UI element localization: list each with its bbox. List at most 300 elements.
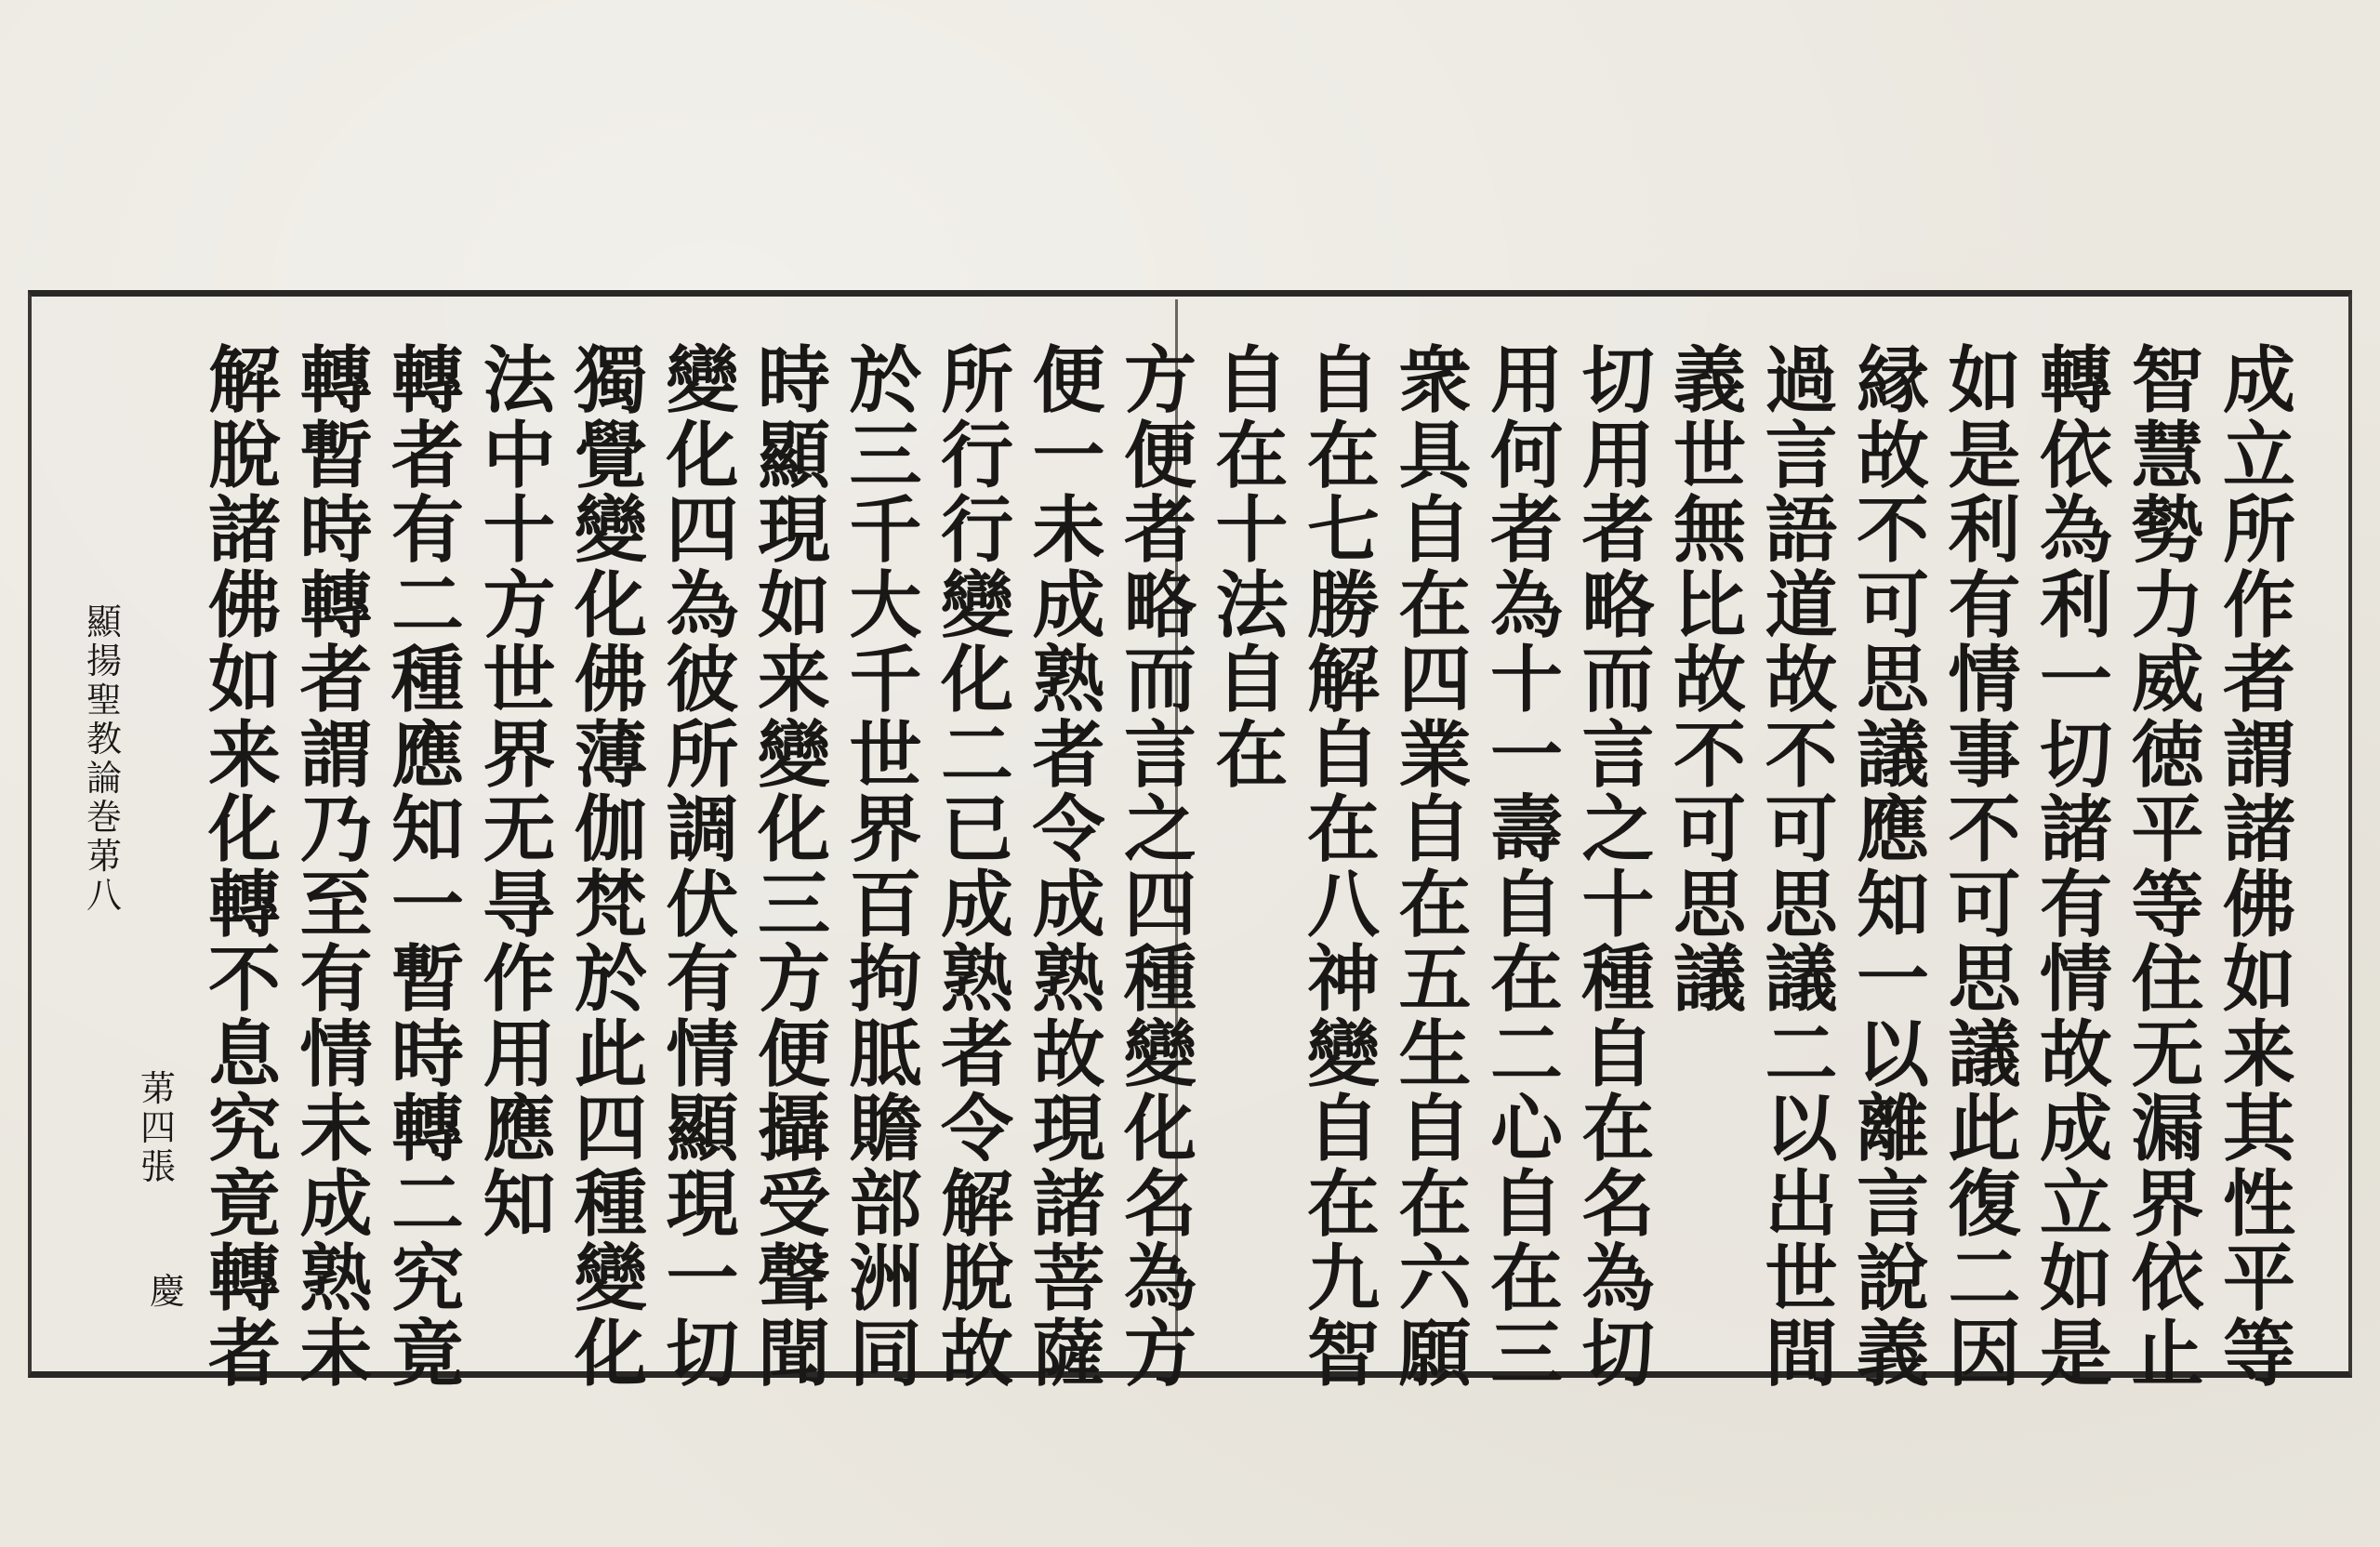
glyph: 聲 [757,1236,830,1321]
glyph: 而 [1581,638,1655,722]
glyph: 離 [1856,1087,1929,1171]
glyph: 在 [1215,413,1289,498]
text-column [2123,338,2213,1396]
glyph: 十 [483,488,556,573]
glyph: 十 [1215,488,1289,573]
glyph: 情 [1948,638,2021,722]
glyph: 在 [1581,1087,1655,1171]
glyph: 應 [483,1087,556,1171]
glyph: 之 [1123,787,1197,872]
glyph: 時 [390,1012,464,1097]
glyph: 方 [1123,1311,1197,1396]
glyph: 義 [1673,338,1746,423]
glyph: 至 [299,862,373,947]
glyph: 覺 [574,413,647,498]
glyph: 苐 [139,1068,176,1109]
glyph: 不 [207,937,281,1022]
page-number [136,1069,180,1186]
glyph: 徳 [2131,712,2204,798]
glyph: 故 [1032,1012,1105,1097]
text-column [1482,338,1571,1396]
glyph: 在 [1306,413,1380,498]
glyph: 復 [1948,1161,2021,1247]
glyph: 為 [1581,1236,1655,1321]
glyph: 八 [1306,862,1380,947]
glyph: 自 [1398,1087,1472,1171]
glyph: 聞 [757,1311,830,1396]
glyph: 无 [2131,1012,2204,1097]
glyph: 智 [1306,1311,1380,1396]
glyph: 情 [2039,937,2112,1022]
glyph: 言 [1765,413,1838,498]
glyph: 在 [1398,862,1472,947]
glyph: 自 [1581,1012,1655,1097]
glyph: 如 [757,562,830,648]
glyph: 現 [1032,1087,1105,1171]
glyph: 未 [299,1311,373,1396]
glyph: 化 [574,562,647,648]
text-column [200,338,289,1396]
glyph: 可 [1673,787,1746,872]
text-column [566,338,655,1396]
glyph: 方 [757,937,830,1022]
glyph: 究 [207,1087,281,1171]
glyph: 拘 [849,937,922,1022]
glyph: 切 [2039,712,2112,798]
glyph: 轉 [390,1087,464,1171]
glyph: 止 [2131,1311,2204,1396]
glyph: 壽 [1489,787,1563,872]
glyph: 變 [666,338,739,423]
text-column [383,338,472,1396]
glyph: 略 [1123,562,1197,648]
glyph: 為 [666,562,739,648]
glyph: 在 [1489,1236,1563,1321]
glyph: 議 [1948,1012,2021,1097]
glyph: 二 [940,712,1013,798]
glyph: 同 [849,1311,922,1396]
glyph: 一 [390,862,464,947]
glyph: 成 [940,862,1013,947]
glyph: 化 [666,413,739,498]
glyph: 於 [574,937,647,1022]
glyph: 无 [483,787,556,872]
glyph: 来 [757,638,830,722]
glyph: 竟 [207,1161,281,1247]
glyph: 熟 [299,1236,373,1321]
glyph: 成 [1032,862,1105,947]
glyph: 獨 [574,338,647,423]
glyph: 自 [1306,712,1380,798]
glyph: 乃 [299,787,373,872]
glyph: 謂 [2222,712,2295,798]
glyph: 令 [1032,787,1105,872]
glyph: 諸 [207,488,281,573]
glyph: 義 [1856,1311,1929,1396]
glyph: 六 [1398,1236,1472,1321]
glyph: 化 [207,787,281,872]
glyph: 利 [1948,488,2021,573]
glyph: 化 [574,1311,647,1396]
glyph: 依 [2131,1236,2204,1321]
glyph: 十 [1581,862,1655,947]
text-column [1116,338,1205,1396]
glyph: 切 [666,1311,739,1396]
glyph: 自 [1398,787,1472,872]
glyph: 自 [1398,488,1472,573]
glyph: 熟 [1032,638,1105,722]
glyph: 現 [666,1161,739,1247]
glyph: 顯 [757,413,830,498]
glyph: 此 [1948,1087,2021,1171]
glyph: 於 [849,338,922,423]
glyph: 者 [1032,712,1105,798]
text-column [1025,338,1114,1396]
glyph: 諸 [1032,1161,1105,1247]
glyph: 顯 [86,602,122,642]
glyph: 顯 [666,1087,739,1171]
text-column [1574,338,1663,1396]
glyph: 来 [207,712,281,798]
glyph: 轉 [207,1236,281,1321]
glyph: 自 [1306,338,1380,423]
glyph: 事 [1948,712,2021,798]
glyph: 佛 [2222,862,2295,947]
glyph: 所 [666,712,739,798]
glyph: 大 [849,562,922,648]
glyph: 千 [849,638,922,722]
glyph: 是 [2039,1311,2112,1396]
glyph: 情 [666,1012,739,1097]
glyph: 時 [299,488,373,573]
glyph: 故 [1673,638,1746,722]
glyph: 議 [1673,937,1746,1022]
glyph: 變 [940,562,1013,648]
glyph: 者 [940,1012,1013,1097]
glyph: 種 [1581,937,1655,1022]
glyph: 所 [2222,488,2295,573]
glyph: 四 [574,1087,647,1171]
glyph: 可 [1948,862,2021,947]
glyph: 業 [1398,712,1472,798]
glyph: 有 [299,937,373,1022]
glyph: 所 [940,338,1013,423]
glyph: 神 [1306,937,1380,1022]
glyph: 以 [1765,1087,1838,1171]
glyph: 變 [1306,1012,1380,1097]
text-column [2215,338,2304,1396]
glyph: 不 [1765,712,1838,798]
glyph: 解 [940,1161,1013,1247]
glyph: 四 [139,1107,176,1148]
glyph: 而 [1123,638,1197,722]
glyph: 世 [483,638,556,722]
text-column [1299,338,1388,1396]
glyph: 攝 [757,1087,830,1171]
glyph: 法 [483,338,556,423]
glyph: 現 [757,488,830,573]
glyph: 二 [1948,1236,2021,1321]
glyph: 三 [1489,1311,1563,1396]
glyph: 者 [2222,638,2295,722]
glyph: 道 [1765,562,1838,648]
glyph: 用 [1581,413,1655,498]
glyph: 暫 [299,413,373,498]
glyph: 九 [1306,1236,1380,1321]
glyph: 用 [1489,338,1563,423]
glyph: 生 [1398,1012,1472,1097]
glyph: 之 [1581,787,1655,872]
text-column [658,338,747,1396]
glyph: 三 [849,413,922,498]
glyph: 切 [1581,338,1655,423]
glyph: 慧 [2131,413,2204,498]
glyph: 界 [483,712,556,798]
glyph: 在 [1398,1161,1472,1247]
glyph: 過 [1765,338,1838,423]
glyph: 受 [757,1161,830,1247]
glyph: 不 [1948,787,2021,872]
glyph: 界 [2131,1161,2204,1247]
glyph: 行 [940,413,1013,498]
glyph: 力 [2131,562,2204,648]
glyph: 解 [207,338,281,423]
glyph: 四 [1398,638,1472,722]
glyph: 一 [1032,413,1105,498]
glyph: 願 [1398,1311,1472,1396]
glyph: 應 [390,712,464,798]
glyph: 變 [1123,1012,1197,1097]
glyph: 聖 [86,680,122,721]
glyph: 竟 [390,1311,464,1396]
glyph: 在 [1306,787,1380,872]
glyph: 巻 [86,797,122,838]
glyph: 世 [849,712,922,798]
glyph: 七 [1306,488,1380,573]
glyph: 者 [390,413,464,498]
glyph: 論 [86,758,122,799]
glyph: 如 [207,638,281,722]
glyph: 作 [483,937,556,1022]
glyph: 在 [1306,1161,1380,1247]
glyph: 二 [390,562,464,648]
glyph: 因 [1948,1311,2021,1396]
glyph: 智 [2131,338,2204,423]
glyph: 在 [1215,712,1289,798]
glyph: 思 [1856,638,1929,722]
glyph: 為 [1123,1236,1197,1321]
text-column [1208,338,1297,798]
glyph: 彼 [666,638,739,722]
glyph: 轉 [299,562,373,648]
glyph: 未 [1032,488,1105,573]
glyph: 化 [940,638,1013,722]
glyph: 解 [1306,638,1380,722]
text-column [749,338,839,1396]
glyph: 可 [1856,562,1929,648]
glyph: 如 [1948,338,2021,423]
glyph: 謂 [299,712,373,798]
glyph: 世 [1765,1236,1838,1321]
glyph: 佛 [207,562,281,648]
glyph: 住 [2131,937,2204,1022]
glyph: 張 [139,1146,176,1187]
glyph: 調 [666,787,739,872]
glyph: 名 [1123,1161,1197,1247]
glyph: 轉 [2039,338,2112,423]
text-column [1848,338,1937,1396]
glyph: 知 [1856,862,1929,947]
glyph: 薩 [1032,1311,1105,1396]
glyph: 為 [2039,488,2112,573]
glyph: 此 [574,1012,647,1097]
glyph: 變 [574,488,647,573]
glyph: 梵 [574,862,647,947]
glyph: 平 [2222,1236,2295,1321]
glyph: 方 [483,562,556,648]
glyph: 揚 [86,641,122,681]
glyph: 百 [849,862,922,947]
glyph: 依 [2039,413,2112,498]
glyph: 者 [299,638,373,722]
glyph: 便 [1032,338,1105,423]
glyph: 㝵 [483,862,556,947]
glyph: 自 [1489,862,1563,947]
glyph: 不 [1856,488,1929,573]
glyph: 如 [2039,1236,2112,1321]
glyph: 勝 [1306,562,1380,648]
glyph: 一 [1489,712,1563,798]
glyph: 平 [2131,787,2204,872]
glyph: 諸 [2039,787,2112,872]
glyph: 部 [849,1161,922,1247]
glyph: 自 [1489,1161,1563,1247]
glyph: 其 [2222,1087,2295,1171]
glyph: 言 [1581,712,1655,798]
text-column [2031,338,2121,1396]
glyph: 令 [940,1087,1013,1171]
glyph: 轉 [207,862,281,947]
text-column [932,338,1022,1396]
glyph: 出 [1765,1161,1838,1247]
glyph: 有 [2039,862,2112,947]
glyph: 知 [390,787,464,872]
glyph: 議 [1765,937,1838,1022]
glyph: 慶 [149,1271,185,1312]
glyph: 思 [1673,862,1746,947]
glyph: 諸 [2222,787,2295,872]
glyph: 便 [757,1012,830,1097]
glyph: 者 [207,1311,281,1396]
glyph: 切 [1581,1311,1655,1396]
glyph: 種 [574,1161,647,1247]
glyph: 教 [86,719,122,760]
glyph: 變 [757,712,830,798]
glyph: 三 [757,862,830,947]
glyph: 故 [1856,413,1929,498]
glyph: 間 [1765,1311,1838,1396]
glyph: 四 [666,488,739,573]
glyph: 化 [757,787,830,872]
glyph: 勢 [2131,488,2204,573]
glyph: 方 [1123,338,1197,423]
glyph: 一 [666,1236,739,1321]
text-column [841,338,931,1396]
glyph: 界 [849,787,922,872]
glyph: 洲 [849,1236,922,1321]
glyph: 二 [1765,1012,1838,1097]
glyph: 是 [1948,413,2021,498]
text-column [475,338,564,1247]
glyph: 種 [390,638,464,722]
glyph: 漏 [2131,1087,2204,1171]
glyph: 思 [1765,862,1838,947]
glyph: 自 [1215,638,1289,722]
glyph: 二 [390,1161,464,1247]
glyph: 中 [483,413,556,498]
glyph: 自 [1306,1087,1380,1171]
glyph: 如 [2222,937,2295,1022]
glyph: 十 [1489,638,1563,722]
glyph: 五 [1398,937,1472,1022]
glyph: 時 [757,338,830,423]
glyph: 種 [1123,937,1197,1022]
glyph: 有 [390,488,464,573]
glyph: 成 [2222,338,2295,423]
glyph: 薄 [574,712,647,798]
glyph: 無 [1673,488,1746,573]
glyph: 故 [2039,1012,2112,1097]
glyph: 熟 [1032,937,1105,1022]
glyph: 世 [1673,413,1746,498]
glyph: 苐 [86,836,122,877]
glyph: 暫 [390,937,464,1022]
glyph: 故 [940,1311,1013,1396]
glyph: 立 [2222,413,2295,498]
glyph: 伏 [666,862,739,947]
glyph: 等 [2222,1311,2295,1396]
glyph: 二 [1489,1012,1563,1097]
glyph: 脫 [207,413,281,498]
glyph: 法 [1215,562,1289,648]
glyph: 伽 [574,787,647,872]
glyph: 用 [483,1012,556,1097]
glyph: 成 [2039,1087,2112,1171]
glyph: 来 [2222,1012,2295,1097]
glyph: 變 [574,1236,647,1321]
glyph: 贍 [849,1087,922,1171]
glyph: 言 [1856,1161,1929,1247]
glyph: 情 [299,1012,373,1097]
glyph: 有 [1948,562,2021,648]
glyph: 者 [1489,488,1563,573]
glyph: 便 [1123,413,1197,498]
margin-title [82,602,126,915]
text-column [1391,338,1480,1396]
glyph: 名 [1581,1161,1655,1247]
glyph: 化 [1123,1087,1197,1171]
glyph: 不 [1673,712,1746,798]
glyph: 成 [299,1161,373,1247]
glyph: 在 [1398,562,1472,648]
glyph: 未 [299,1087,373,1171]
text-column [1757,338,1846,1396]
glyph: 自 [1215,338,1289,423]
glyph: 說 [1856,1236,1929,1321]
glyph: 熟 [940,937,1013,1022]
glyph: 脫 [940,1236,1013,1321]
glyph: 成 [1032,562,1105,648]
